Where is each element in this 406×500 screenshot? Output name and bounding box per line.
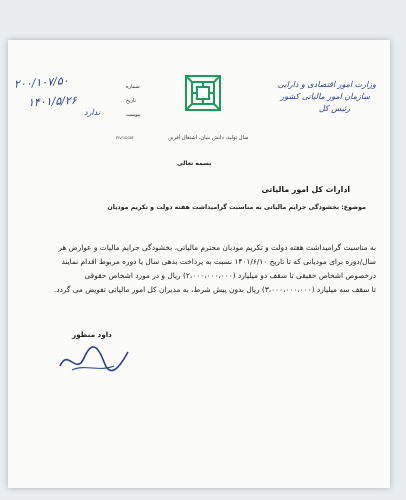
body-line-3: درخصوص اشخاص حقیقی تا سقف دو میلیارد (۲،۰۰۰،۰۰۰،۰۰۰) ریال و در مورد اشخاص حقوقی bbox=[84, 271, 376, 280]
subject: موضوع: بخشودگی جرایم مالیاتی به مناسبت گرامیداشت هفته دولت و تکریم مودیان bbox=[107, 204, 366, 211]
body-line-2: سال/دوره برای مودیانی که تا تاریخ ۱۴۰۱/۶/۱۰ نسبت به پرداخت بدهی سال یا دوره مربوط اقدام نمایند bbox=[61, 257, 376, 266]
attachment-label: پیوست bbox=[126, 112, 141, 118]
date-label: تاریخ bbox=[126, 98, 136, 104]
form-code: PIV/1000F bbox=[116, 136, 135, 140]
date-value: ۱۴۰۱/۵/۲۶ bbox=[27, 93, 78, 110]
invocation: بسمه تعالی bbox=[177, 160, 212, 167]
body-line-4: تا سقف سه میلیارد (۳،۰۰۰،۰۰۰،۰۰۰) ریال بدون پیش شرط، به مدیران کل امور مالیاتی تفویض می گردد. bbox=[53, 285, 376, 294]
signature-icon bbox=[54, 340, 134, 380]
body-line-1: به مناسبت گرامیداشت هفته دولت و تکریم مودیان محترم مالیاتی، بخشودگی جرایم مالیات و عوارض هر bbox=[58, 243, 376, 252]
ministry-line-1: وزارت امور اقتصادی و دارایی bbox=[277, 80, 376, 89]
ministry-line-2: سازمان امور مالیاتی کشور bbox=[280, 92, 370, 101]
attachment-value: ندارد bbox=[84, 108, 101, 117]
letter-body bbox=[31, 241, 376, 297]
recipient: ادارات کل امور مالیاتی bbox=[261, 185, 350, 194]
slogan: سال تولید، دانش بنیان، اشتغال آفرین bbox=[168, 135, 249, 141]
ministry-line-3: رئیس کل bbox=[318, 104, 350, 113]
number-label: شماره bbox=[126, 84, 140, 90]
organization-logo-icon bbox=[183, 73, 223, 117]
letter-sheet bbox=[8, 40, 390, 488]
signer-name: داود منظور bbox=[72, 330, 112, 339]
number-value: ۲۰۰/۱۰۷/۵۰ bbox=[13, 74, 70, 91]
